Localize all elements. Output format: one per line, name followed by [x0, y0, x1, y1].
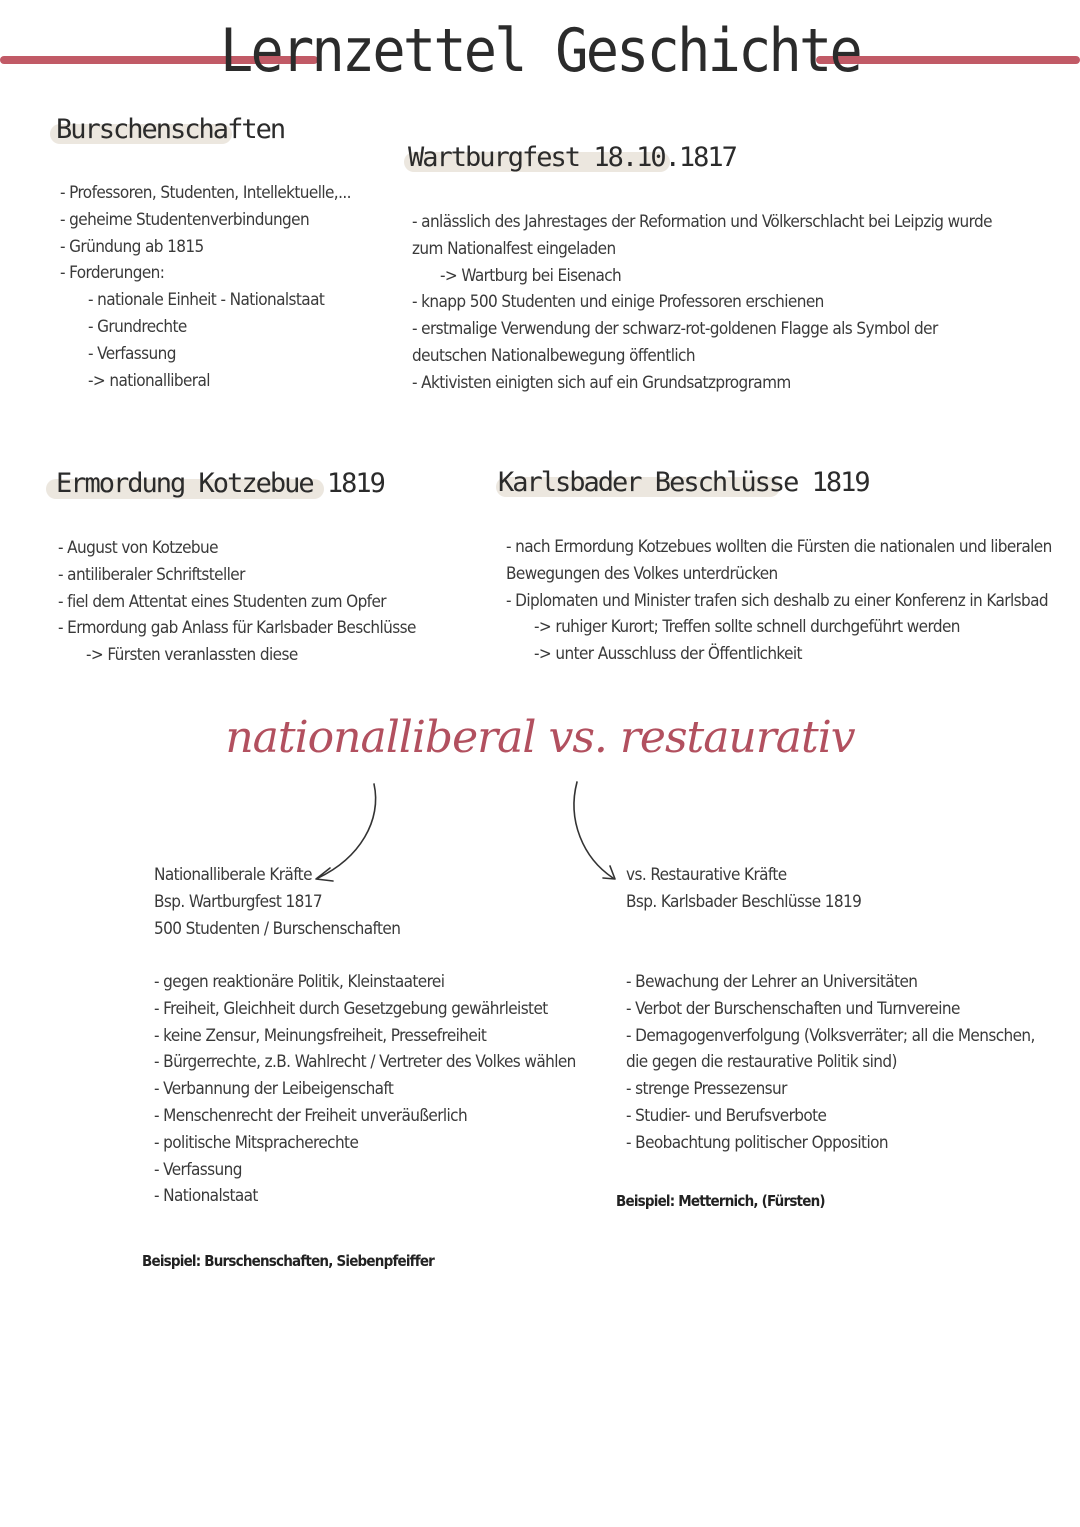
national-example: Beispiel: Burschenschaften, Siebenpfeiffer: [142, 1252, 435, 1270]
list-item: - Bewachung der Lehrer an Universitäten: [626, 972, 918, 992]
list-item: - Professoren, Studenten, Intellektuelle,...: [60, 183, 351, 203]
list-item: - Verbot der Burschenschaften und Turnvereine: [626, 998, 960, 1019]
kotzebue-list: [58, 535, 416, 669]
restaurativ-head-line: Bsp. Karlsbader Beschlüsse 1819: [626, 891, 862, 912]
list-item: - Gründung ab 1815: [60, 236, 204, 257]
national-list: [154, 969, 576, 1210]
list-item: - keine Zensur, Meinungsfreiheit, Pressefreiheit: [154, 1025, 487, 1046]
list-item: - Bürgerrechte, z.B. Wahlrecht / Vertreter des Volkes wählen: [154, 1052, 576, 1073]
restaurativ-head: [626, 862, 861, 916]
list-item: die gegen die restaurative Politik sind): [626, 1052, 897, 1073]
list-item: - Verfassung: [154, 1159, 242, 1180]
list-item: - fiel dem Attentat eines Studenten zum Opfer: [58, 591, 386, 612]
list-item: - Studier- und Berufsverbote: [626, 1105, 827, 1126]
list-item: - Grundrechte: [88, 316, 187, 337]
list-item: - gegen reaktionäre Politik, Kleinstaaterei: [154, 972, 445, 992]
wartburgfest-list: [412, 209, 992, 397]
list-item: - Diplomaten und Minister trafen sich deshalb zu einer Konferenz in Karlsbad: [506, 590, 1048, 611]
comparison-title: nationalliberal vs. restaurativ: [225, 712, 855, 763]
list-item: - August von Kotzebue: [58, 538, 218, 558]
list-item: -> nationalliberal: [88, 370, 210, 391]
karlsbad-list: [506, 534, 1052, 668]
list-item: - nach Ermordung Kotzebues wollten die Fürsten die nationalen und liberalen: [506, 537, 1052, 557]
list-item: - knapp 500 Studenten und einige Professoren erschienen: [412, 292, 824, 313]
list-item: deutschen Nationalbewegung öffentlich: [412, 345, 695, 366]
list-item: - politische Mitspracherechte: [154, 1132, 359, 1153]
restaurativ-list: [626, 969, 1035, 1157]
list-item: - Nationalstaat: [154, 1186, 258, 1207]
list-item: - Forderungen:: [60, 263, 165, 284]
heading-wartburgfest: Wartburgfest 18.10.1817: [408, 142, 736, 173]
list-item: -> Wartburg bei Eisenach: [440, 265, 622, 286]
list-item: - geheime Studentenverbindungen: [60, 209, 310, 230]
list-item: - anlässlich des Jahrestages der Reformation und Völkerschlacht bei Leipzig wurde: [412, 212, 992, 232]
restaurativ-example: Beispiel: Metternich, (Fürsten): [616, 1192, 825, 1210]
list-item: - Verbannung der Leibeigenschaft: [154, 1079, 394, 1100]
national-head-line: 500 Studenten / Burschenschaften: [154, 918, 401, 939]
heading-karlsbad: Karlsbader Beschlüsse 1819: [498, 467, 869, 498]
list-item: - Aktivisten einigten sich auf ein Grundsatzprogramm: [412, 372, 791, 393]
burschenschaften-list: [60, 180, 351, 394]
list-item: - Freiheit, Gleichheit durch Gesetzgebung gewährleistet: [154, 998, 548, 1019]
list-item: - antiliberaler Schriftsteller: [58, 564, 245, 585]
list-item: - strenge Pressezensur: [626, 1079, 787, 1100]
restaurativ-head-line: vs. Restaurative Kräfte: [626, 865, 787, 885]
list-item: -> ruhiger Kurort; Treffen sollte schnell durchgeführt werden: [534, 617, 960, 638]
heading-kotzebue: Ermordung Kotzebue 1819: [56, 468, 384, 499]
heading-burschenschaften: Burschenschaften: [56, 114, 285, 145]
list-item: - Beobachtung politischer Opposition: [626, 1132, 888, 1153]
list-item: zum Nationalfest eingeladen: [412, 238, 616, 259]
national-head: [154, 862, 400, 942]
list-item: - nationale Einheit - Nationalstaat: [88, 290, 325, 311]
list-item: - Menschenrecht der Freiheit unveräußerlich: [154, 1105, 468, 1126]
list-item: Bewegungen des Volkes unterdrücken: [506, 563, 778, 584]
page-title: Lernzettel Geschichte: [220, 16, 860, 86]
list-item: - erstmalige Verwendung der schwarz-rot-goldenen Flagge als Symbol der: [412, 319, 938, 340]
list-item: -> Fürsten veranlassten diese: [86, 645, 298, 666]
national-head-line: Nationalliberale Kräfte: [154, 865, 312, 885]
arrow-right-icon: [565, 780, 635, 890]
list-item: - Demagogenverfolgung (Volksverräter; all die Menschen,: [626, 1025, 1035, 1046]
list-item: - Verfassung: [88, 343, 176, 364]
national-head-line: Bsp. Wartburgfest 1817: [154, 891, 322, 912]
list-item: - Ermordung gab Anlass für Karlsbader Beschlüsse: [58, 618, 416, 639]
list-item: -> unter Ausschluss der Öffentlichkeit: [534, 644, 802, 665]
